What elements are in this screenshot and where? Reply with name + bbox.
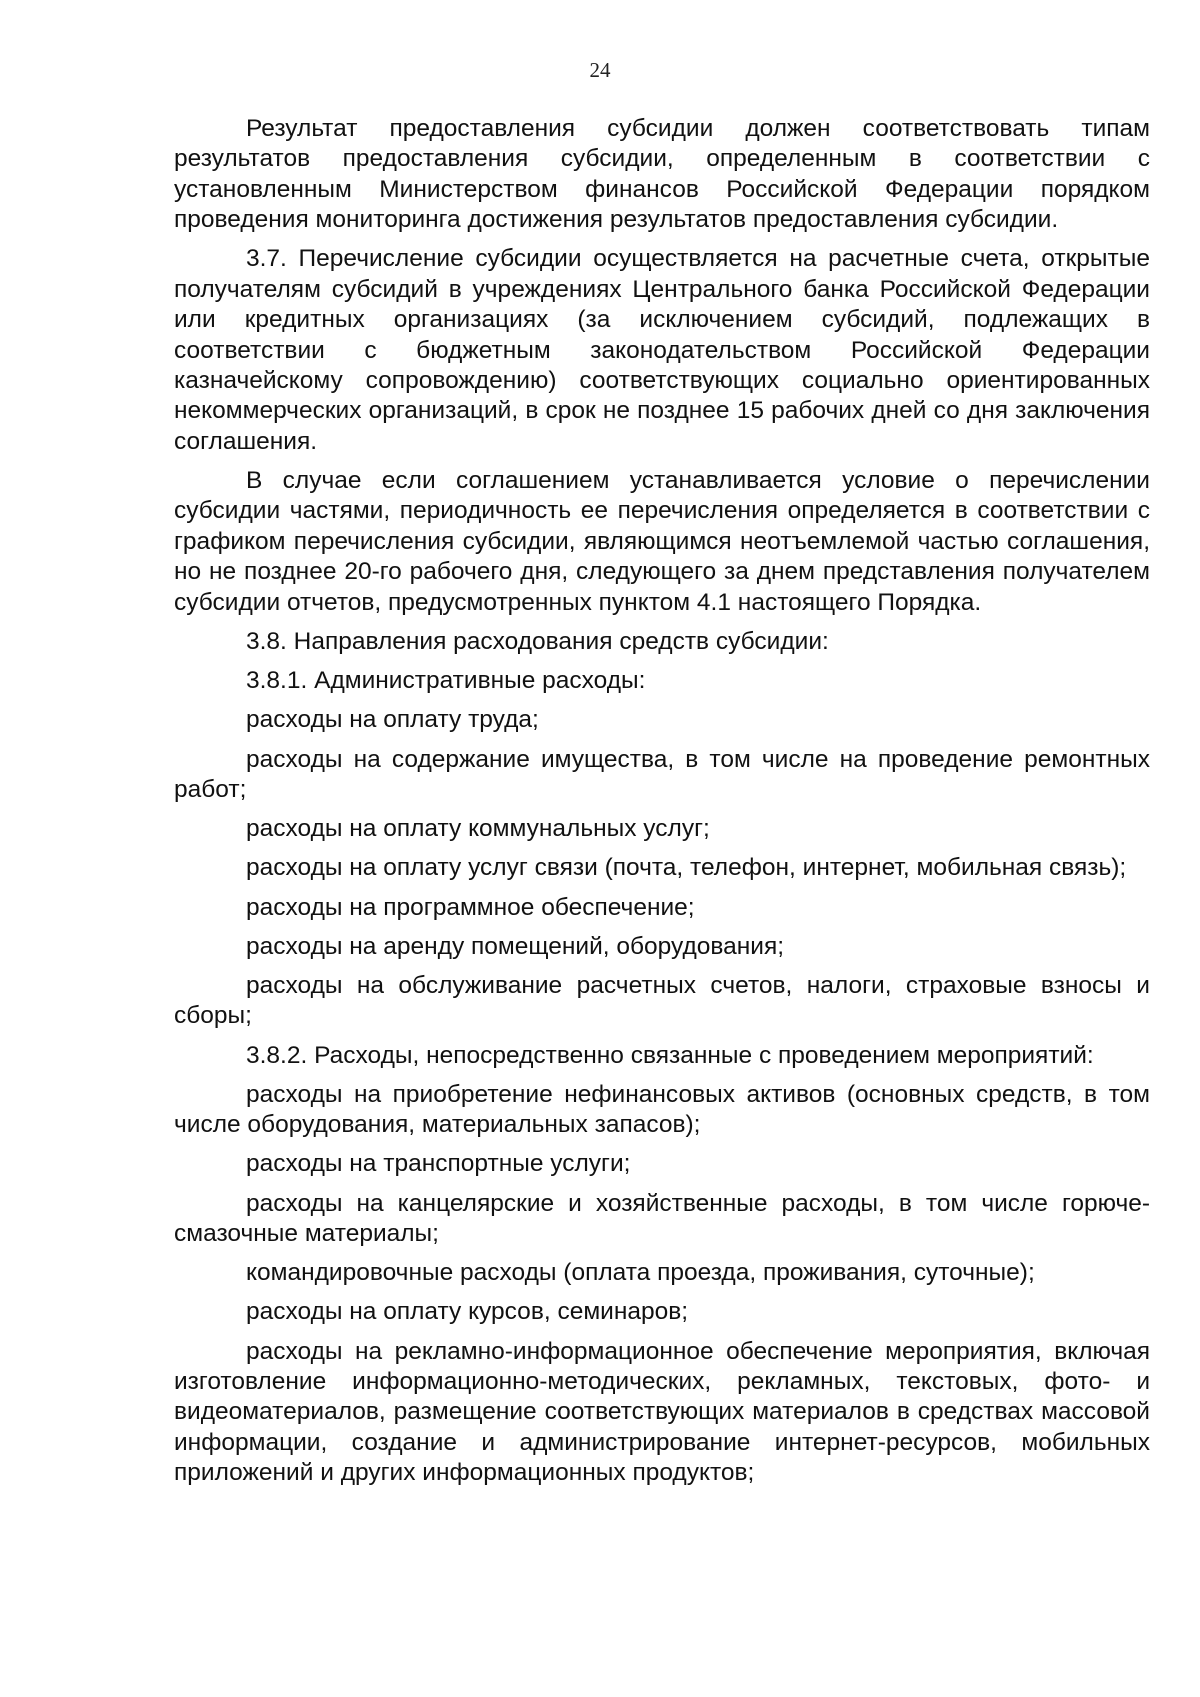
list-item-labor: расходы на оплату труда;	[246, 706, 539, 734]
paragraph-3-8-2-heading: 3.8.2. Расходы, непосредственно связанные с проведением мероприятий:	[246, 1041, 1094, 1069]
list-item-office-supplies: расходы на канцелярские и хозяйственные расходы, в том числе горюче-смазочные материалы;	[174, 1189, 1150, 1247]
list-item-accounts-taxes: расходы на обслуживание расчетных счетов, налоги, страховые взносы и сборы;	[174, 971, 1150, 1030]
list-item-travel: командировочные расходы (оплата проезда, проживания, суточные);	[246, 1259, 1035, 1287]
paragraph-3-8-1-heading: 3.8.1. Административные расходы:	[246, 667, 646, 695]
list-item-software: расходы на программное обеспечение;	[246, 893, 695, 921]
paragraph-3-8-heading: 3.8. Направления расходования средств субсидии:	[246, 627, 829, 655]
list-item-courses: расходы на оплату курсов, семинаров;	[246, 1298, 689, 1326]
paragraph-result-types: Результат предоставления субсидии должен соответствовать типам результатов предоставления субсидии, определенным в соответствии с установленным Министерством финансов Российской Федерации порядком проведения мониторинга достижения результатов предоставления субсидии.	[174, 115, 1150, 234]
paragraph-3-7-transfer: 3.7. Перечисление субсидии осуществляется на расчетные счета, открытые получателям субсидий в учреждениях Центрального банка Российской Федерации или кредитных организациях (за исключением субсидий, подлежащих в соответствии с бюджетным законодательством Российской Федерации казначейскому сопровождению) соответствующих социально ориентированных некоммерческих организаций, в срок не позднее 15 рабочих дней со дня заключения соглашения.	[174, 245, 1150, 455]
page-number: 24	[589, 58, 611, 82]
list-item-advertising: расходы на рекламно-информационное обеспечение мероприятия, включая изготовление информационно-методических, рекламных, текстовых, фото- и видеоматериалов, размещение соответствующих материалов в средствах массовой информации, создание и администрирование интернет-ресурсов, мобильных приложений и других информационных продуктов;	[174, 1337, 1150, 1487]
list-item-nonfinancial-assets: расходы на приобретение нефинансовых активов (основных средств, в том числе оборудования, материальных запасов);	[174, 1080, 1150, 1139]
list-item-rent: расходы на аренду помещений, оборудования;	[246, 932, 785, 960]
document-body	[174, 114, 1150, 1497]
list-item-transport: расходы на транспортные услуги;	[246, 1150, 631, 1178]
list-item-utilities: расходы на оплату коммунальных услуг;	[246, 815, 710, 843]
paragraph-installments: В случае если соглашением устанавливается условие о перечислении субсидии частями, периодичность ее перечисления определяется в соответствии с графиком перечисления субсидии, являющимся неотъемлемой частью соглашения, но не позднее 20-го рабочего дня, следующего за днем представления получателем субсидии отчетов, предусмотренных пунктом 4.1 настоящего Порядка.	[174, 467, 1150, 616]
list-item-communications: расходы на оплату услуг связи (почта, телефон, интернет, мобильная связь);	[246, 854, 1127, 882]
list-item-property: расходы на содержание имущества, в том числе на проведение ремонтных работ;	[174, 745, 1150, 803]
